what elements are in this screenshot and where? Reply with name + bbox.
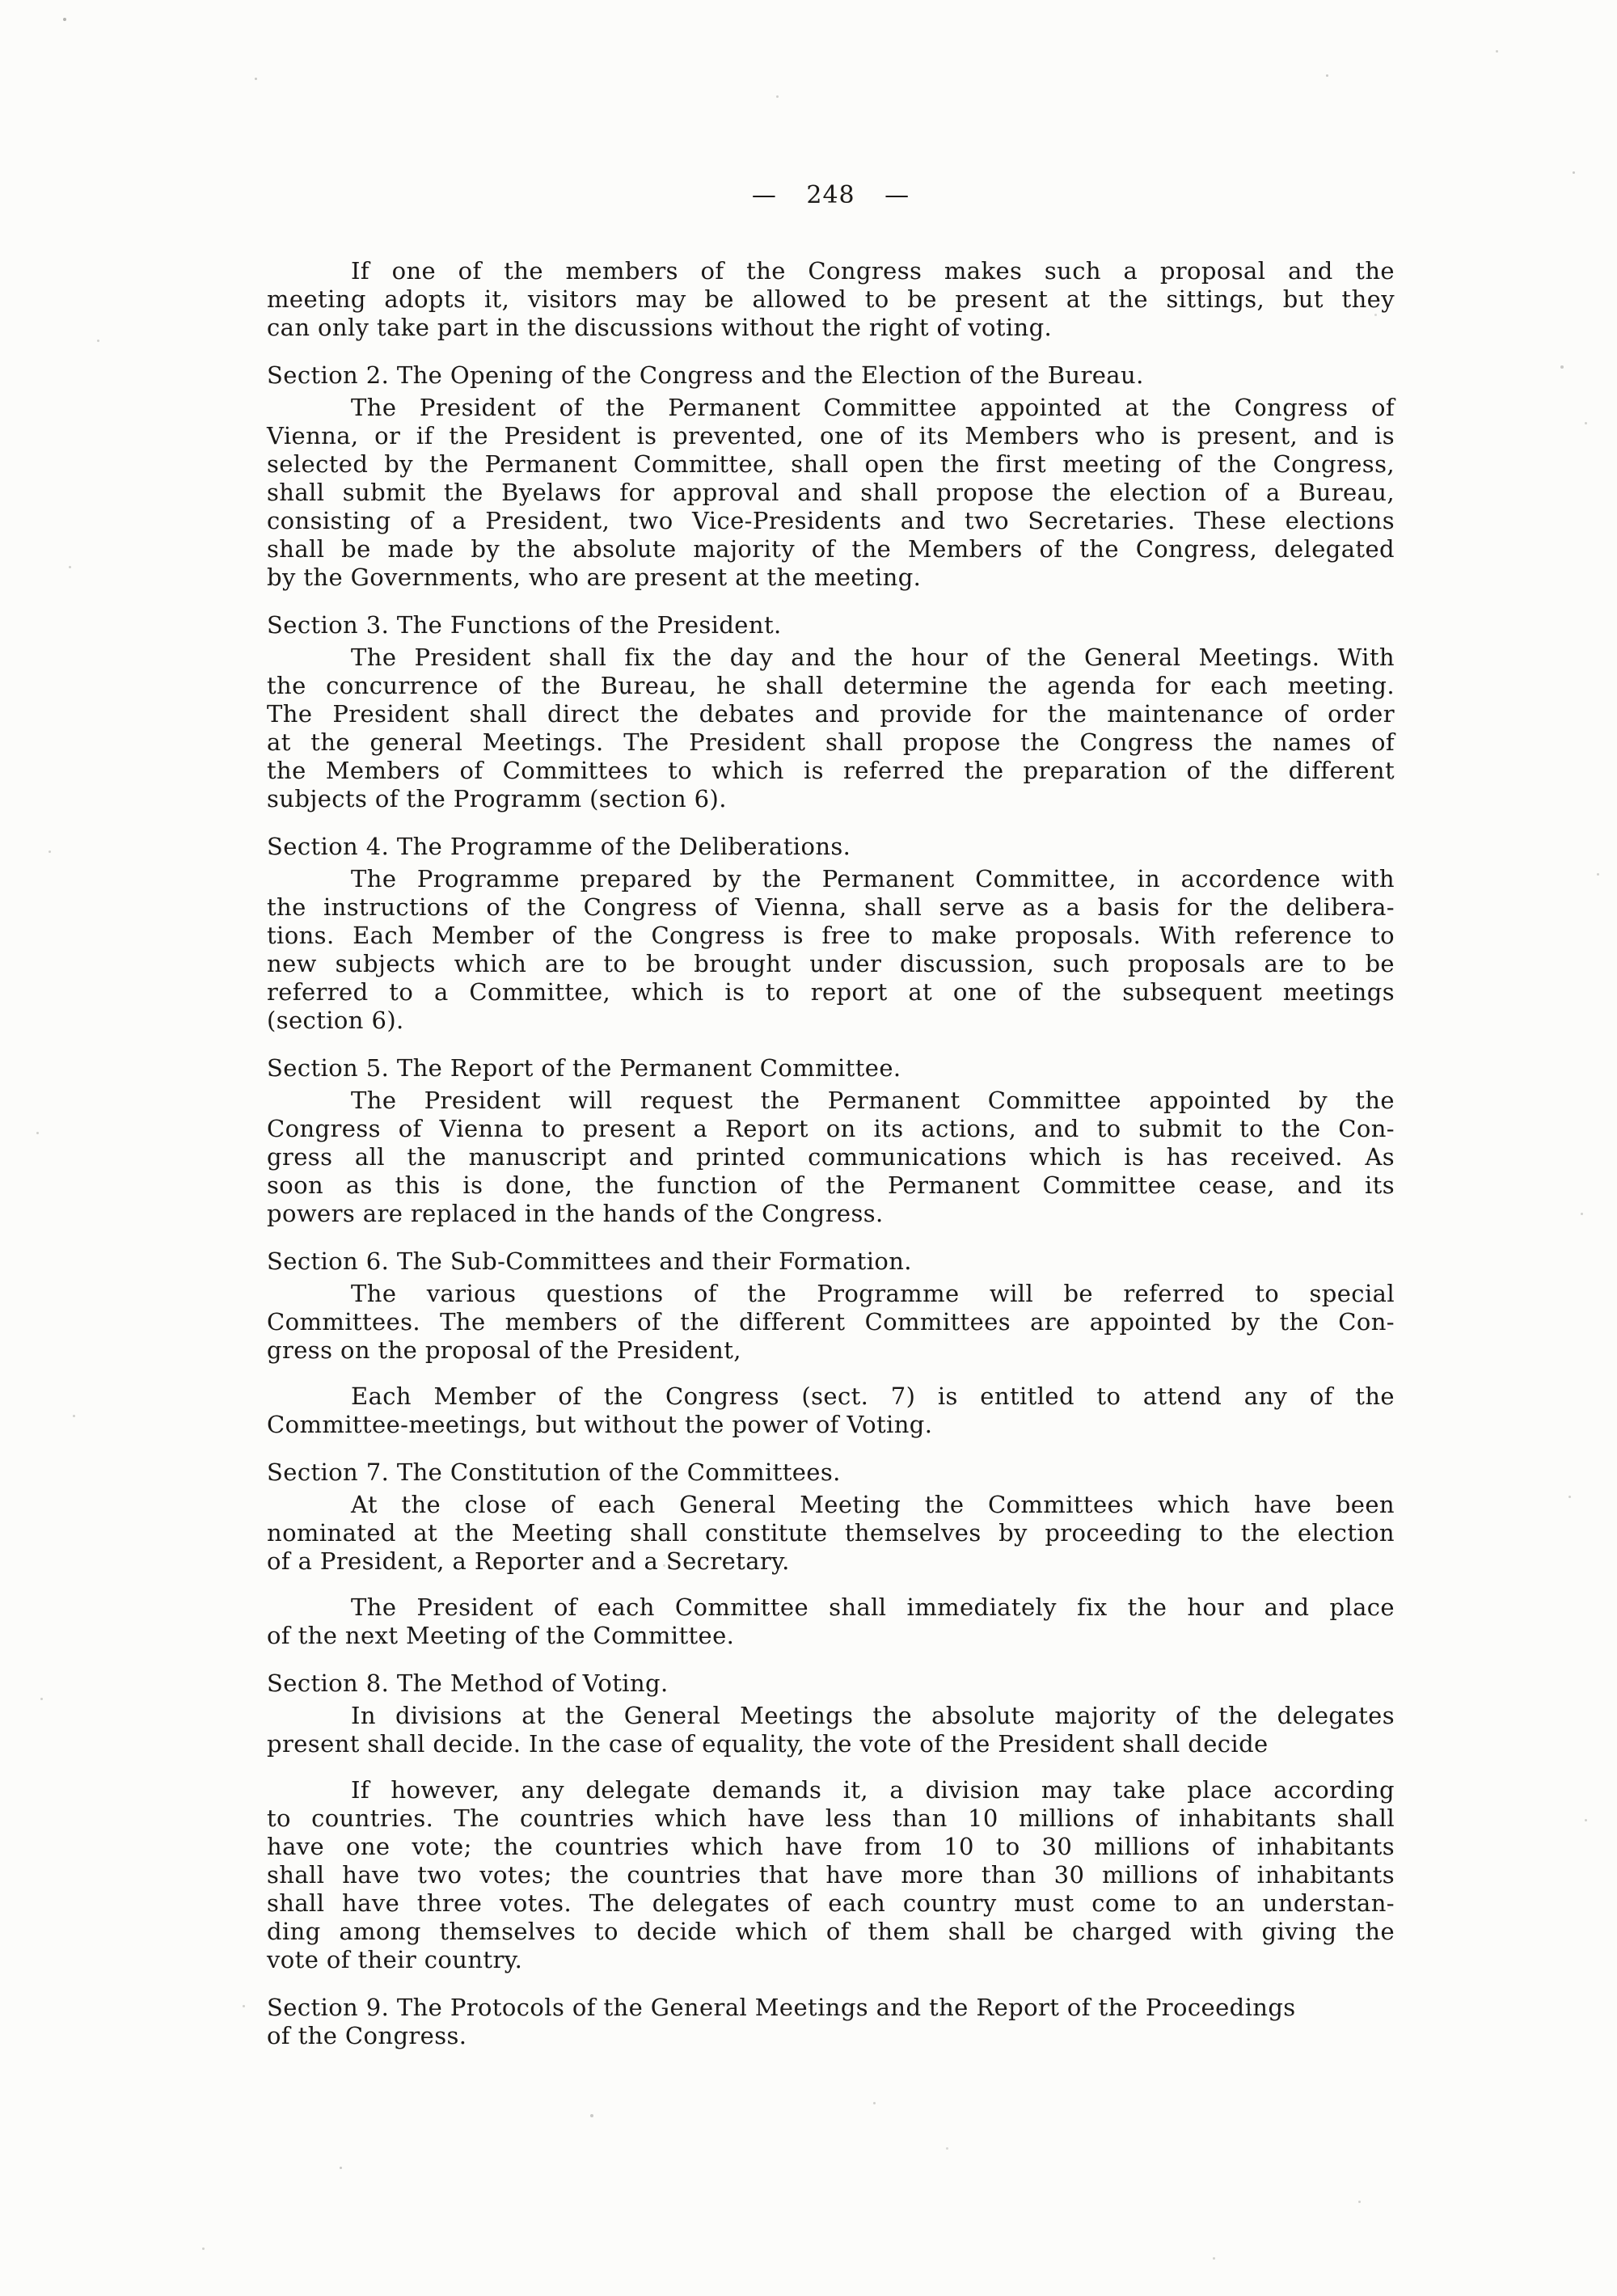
text-line: The President of the Permanent Committee appointed at the Congress of [351, 394, 1395, 421]
text-line: shall have two votes; the countries that have more than 30 millions of inhabitants [267, 1861, 1395, 1889]
text-line: by the Governments, who are present at the meeting. [267, 563, 922, 591]
text-line: the concurrence of the Bureau, he shall determine the agenda for each meeting. [267, 672, 1395, 699]
scan-speck [340, 2167, 342, 2169]
text-line: of the Congress. [267, 2022, 467, 2049]
section-heading [267, 1247, 1395, 1276]
scan-speck [873, 2102, 876, 2104]
section-heading [267, 361, 1395, 390]
section-heading [267, 1458, 1395, 1487]
text-line: (section 6). [267, 1007, 404, 1034]
page-number: — 248 — [751, 181, 910, 209]
scan-speck [1573, 171, 1575, 174]
scan-speck [1496, 50, 1498, 53]
paragraph [267, 1382, 1395, 1439]
scan-speck [590, 2114, 593, 2117]
text-line: Vienna, or if the President is prevented, one of its Members who is present, and is [267, 422, 1395, 449]
text-line: at the general Meetings. The President shall propose the Congress the names of [267, 728, 1395, 756]
text-line: of the next Meeting of the Committee. [267, 1622, 735, 1649]
scan-speck [202, 2247, 205, 2250]
text-line: Section 3. The Functions of the President. [267, 611, 782, 639]
text-line: have one vote; the countries which have from 10 to 30 millions of inhabitants [267, 1833, 1395, 1860]
document-body [267, 214, 1395, 2054]
section-heading [267, 1054, 1395, 1083]
paragraph [267, 644, 1395, 813]
text-line: Committees. The members of the different Committees are appointed by the Con- [267, 1308, 1395, 1336]
text-line: The President of each Committee shall immediately fix the hour and place [351, 1593, 1395, 1621]
paragraph [267, 865, 1395, 1035]
text-line: of a President, a Reporter and a Secretary. [267, 1547, 790, 1575]
text-line: If one of the members of the Congress makes such a proposal and the [351, 257, 1395, 285]
text-line: nominated at the Meeting shall constitute themselves by proceeding to the election [267, 1519, 1395, 1547]
text-line: new subjects which are to be brought under discussion, such proposals are to be [267, 950, 1395, 977]
text-line: soon as this is done, the function of the Permanent Committee cease, and its [267, 1171, 1395, 1199]
scan-speck [63, 18, 66, 21]
text-line: Section 8. The Method of Voting. [267, 1669, 669, 1697]
text-line: In divisions at the General Meetings the absolute majority of the delegates [351, 1702, 1395, 1729]
text-line: the instructions of the Congress of Vienna, shall serve as a basis for the delibera- [267, 893, 1395, 921]
text-line: Congress of Vienna to present a Report on its actions, and to submit to the Con- [267, 1115, 1395, 1142]
scan-speck [776, 95, 779, 98]
text-line: consisting of a President, two Vice-Presidents and two Secretaries. These elections [267, 507, 1395, 534]
scan-speck [1358, 2201, 1361, 2203]
text-line: selected by the Permanent Committee, shall open the first meeting of the Congress, [267, 450, 1395, 478]
paragraph [267, 1280, 1395, 1365]
text-line: referred to a Committee, which is to report at one of the subsequent meetings [267, 978, 1395, 1006]
text-line: Section 9. The Protocols of the General Meetings and the Report of the Proceedings [267, 1994, 1296, 2021]
paragraph [267, 394, 1395, 592]
scan-speck [1597, 873, 1599, 876]
scan-speck [946, 2147, 948, 2150]
paragraph [267, 1593, 1395, 1650]
text-line: At the close of each General Meeting the Committees which have been [351, 1491, 1395, 1518]
text-line: shall submit the Byelaws for approval and shall propose the election of a Bureau, [267, 479, 1395, 506]
paragraph [267, 257, 1395, 342]
text-line: The President will request the Permanent Committee appointed by the [351, 1087, 1395, 1114]
scan-speck [49, 850, 51, 853]
text-line: tions. Each Member of the Congress is free to make proposals. With reference to [267, 922, 1395, 949]
text-line: Section 5. The Report of the Permanent Committee. [267, 1054, 901, 1082]
section-heading [267, 833, 1395, 861]
paragraph [267, 1776, 1395, 1974]
text-line: can only take part in the discussions without the right of voting. [267, 314, 1053, 341]
text-line: meeting adopts it, visitors may be allowed to be present at the sittings, but they [267, 285, 1395, 313]
scan-speck [1213, 2257, 1215, 2260]
text-line: The Programme prepared by the Permanent Committee, in accordence with [351, 865, 1395, 893]
scan-speck [1581, 1213, 1583, 1215]
section-heading [267, 611, 1395, 639]
scan-speck [36, 1132, 39, 1134]
text-line: Section 6. The Sub-Committees and their Formation. [267, 1247, 912, 1275]
scan-speck [1585, 1819, 1587, 1821]
text-line: gress all the manuscript and printed communications which is has received. As [267, 1143, 1395, 1171]
text-line: to countries. The countries which have less than 10 millions of inhabitants shall [267, 1804, 1395, 1832]
scan-speck [243, 2005, 245, 2007]
scan-speck [1568, 1496, 1571, 1498]
text-line: The President shall direct the debates and provide for the maintenance of order [267, 700, 1395, 728]
scan-speck [69, 566, 71, 568]
section-heading [267, 1669, 1395, 1698]
scan-speck [40, 1698, 43, 1700]
text-line: shall have three votes. The delegates of each country must come to an understan- [267, 1889, 1395, 1917]
text-line: The President shall fix the day and the hour of the General Meetings. With [351, 644, 1395, 671]
section-heading [267, 1994, 1395, 2050]
paragraph [267, 1491, 1395, 1576]
text-line: shall be made by the absolute majority of the Members of the Congress, delegated [267, 535, 1395, 563]
text-line: present shall decide. In the case of equality, the vote of the President shall decide [267, 1730, 1269, 1758]
text-line: gress on the proposal of the President, [267, 1336, 741, 1364]
text-line: ding among themselves to decide which of them shall be charged with giving the [267, 1918, 1395, 1945]
scan-speck [1326, 74, 1328, 77]
text-line: powers are replaced in the hands of the Congress. [267, 1200, 884, 1227]
paragraph [267, 1702, 1395, 1758]
scan-speck [255, 78, 257, 80]
text-line: vote of their country. [267, 1946, 523, 1973]
text-line: Section 4. The Programme of the Deliberations. [267, 833, 851, 860]
text-line: Each Member of the Congress (sect. 7) is entitled to attend any of the [351, 1382, 1395, 1410]
scan-speck [97, 340, 99, 342]
scan-speck [73, 1415, 75, 1417]
paragraph [267, 1087, 1395, 1228]
text-line: Section 2. The Opening of the Congress and the Election of the Bureau. [267, 361, 1144, 389]
scan-speck [1560, 365, 1564, 369]
text-line: the Members of Committees to which is referred the preparation of the different [267, 757, 1395, 784]
text-line: subjects of the Programm (section 6). [267, 785, 727, 812]
text-line: Committee-meetings, but without the power of Voting. [267, 1411, 933, 1438]
text-line: If however, any delegate demands it, a division may take place according [351, 1776, 1395, 1804]
text-line: Section 7. The Constitution of the Committees. [267, 1458, 841, 1486]
scan-speck [1585, 422, 1587, 424]
text-line: The various questions of the Programme will be referred to special [351, 1280, 1395, 1307]
